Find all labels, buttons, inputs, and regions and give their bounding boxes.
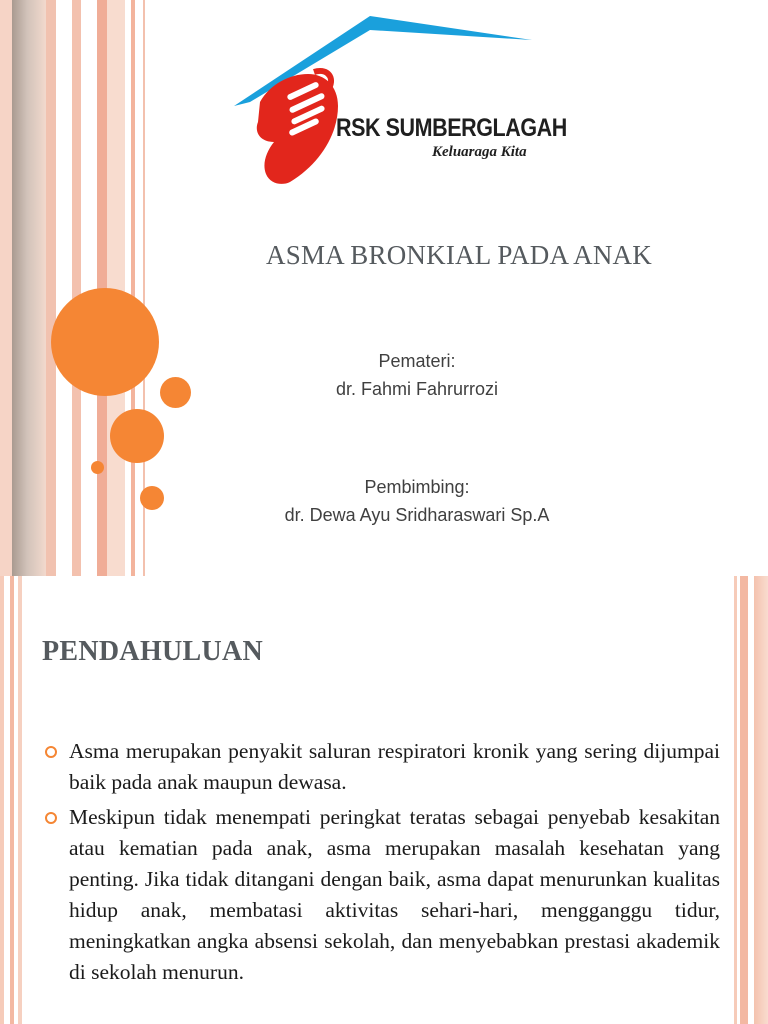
presenter-block xyxy=(150,347,684,403)
logo-graphic-icon xyxy=(230,14,560,189)
content-slide xyxy=(0,576,768,1024)
section-title: PENDAHULUAN xyxy=(42,636,264,667)
bullet-text: Asma merupakan penyakit saluran respiratori kronik yang sering dijumpai baik pada anak maupun dewasa. xyxy=(69,739,720,794)
logo-name: RSK SUMBERGLAGAH xyxy=(336,114,567,142)
supervisor-name: dr. Dewa Ayu Sridharaswari Sp.A xyxy=(284,505,550,525)
decorative-circle-tiny xyxy=(91,461,104,474)
bullet-circle-icon xyxy=(45,812,57,824)
decorative-circle-large xyxy=(51,288,159,396)
list-item xyxy=(44,802,720,988)
slide-title: ASMA BRONKIAL PADA ANAK xyxy=(266,240,652,270)
list-item xyxy=(44,736,720,798)
presenter-name: dr. Fahmi Fahrurrozi xyxy=(335,379,499,399)
bullet-text: Meskipun tidak menempati peringkat teratas sebagai penyebab kesakitan atau kematian pada anak, asma merupakan masalah kesehatan yang penting. Jika tidak ditangani dengan baik, asma dapat menurunkan kualitas hidup anak, membatasi aktivitas sehari-hari, mengganggu tidur, meningkatkan angka absensi sekolah, dan menyebabkan prestasi akademik di sekolah menurun. xyxy=(69,805,720,984)
supervisor-block xyxy=(150,473,684,529)
hospital-logo xyxy=(230,14,560,189)
logo-tagline: Keluaraga Kita xyxy=(432,144,527,160)
presenter-label: Pemateri: xyxy=(378,351,456,371)
bullet-list xyxy=(44,736,720,992)
decorative-stripes xyxy=(0,0,150,576)
bullet-circle-icon xyxy=(45,746,57,758)
decorative-circle-medium xyxy=(110,409,164,463)
supervisor-label: Pembimbing: xyxy=(364,477,470,497)
